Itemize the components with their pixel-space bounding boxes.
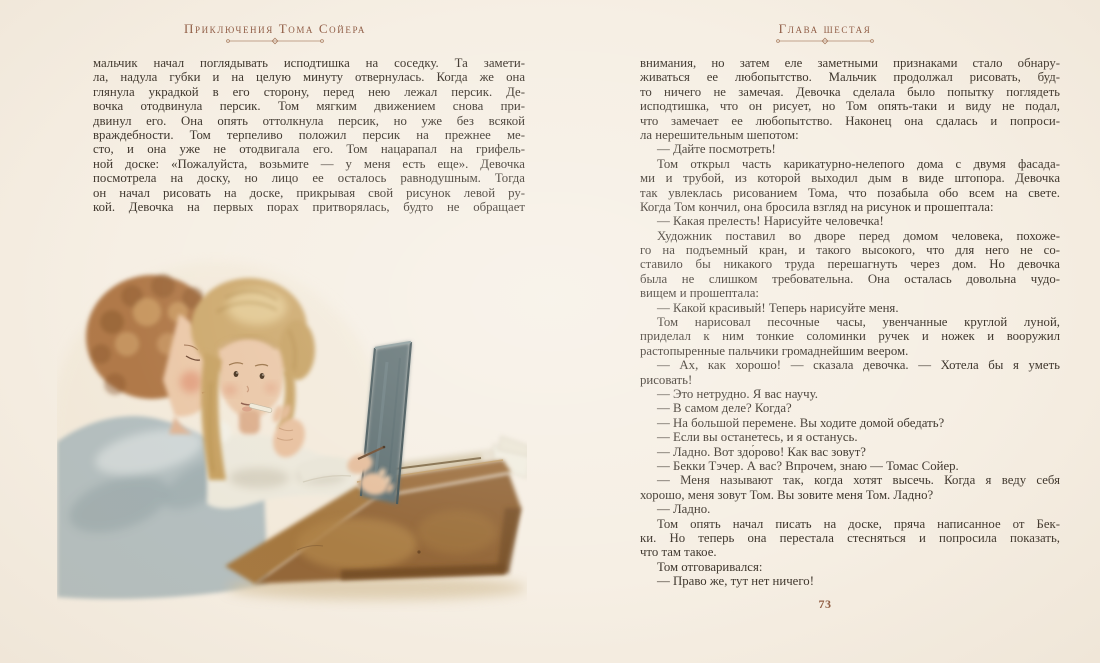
header-ornament — [225, 36, 325, 46]
text-line: что замечает ее любопытство. Наконец она сдалась и попроси- — [640, 113, 1060, 128]
header-ornament — [775, 36, 875, 46]
text-line: — Ах, как хорошо! — сказала девочка. — Хотела бы я уметь — [657, 358, 1060, 373]
text-line: мальчик начал поглядывать исподтишка на соседку. Та замети- — [93, 56, 525, 70]
text-line: ми и трубой, из которой выходил дым в виде штопора. Девочка — [640, 171, 1060, 186]
text-line: — Какая прелесть! Нарисуйте человечка! — [657, 214, 884, 229]
running-head-left: Приключения Тома Сойера — [183, 21, 367, 36]
text-line: что там такое. — [640, 545, 717, 560]
text-line: рисовать! — [640, 372, 693, 387]
text-line: сто, и она уже не отодвигала его. Том нацарапал на грифель- — [93, 142, 525, 157]
illustration-tom-and-becky — [57, 252, 527, 612]
text-line: ной доске: «Пожалуйста, возьмите — у меня есть еще». Девочка — [93, 156, 525, 171]
text-line: — Бекки Тэчер. А вас? Впрочем, знаю — Томас Сойер. — [657, 458, 959, 473]
text-line: ла нерешительным шепотом: — [640, 127, 799, 142]
text-line: — В самом деле? Когда? — [657, 401, 792, 416]
text-line: Когда Том кончил, она бросила взгляд на рисунок и прошептала: — [640, 199, 994, 214]
text-line: была не слишком требовательна. Она осталась довольна чудо- — [640, 271, 1060, 286]
text-line: ла, надула губки и на целую минуту отвернулась. Когда же она — [93, 70, 525, 85]
text-line: го на подъемный кран, и такого высокого, что для него не со- — [640, 243, 1060, 258]
page-number: 73 — [818, 597, 832, 611]
text-line: ки. Но теперь она перестала стесняться и попросила показать, — [640, 530, 1060, 545]
text-line: враждебности. Том терпеливо положил персик на прежнее ме- — [93, 127, 525, 142]
right-page — [550, 0, 1100, 663]
text-line: вищем и прошептала: — [640, 286, 759, 301]
text-column-left — [93, 56, 525, 214]
text-line: — Ладно. Вот здо́рово! Как вас зовут? — [657, 444, 866, 459]
text-line: — Если вы останетесь, и я останусь. — [657, 430, 858, 445]
text-line: внимания, но затем еле заметными признаками стало обнару- — [640, 56, 1060, 70]
text-line: двинул его. Она опять оттолкнула персик, но уже без всякой — [93, 113, 525, 128]
text-line: вочка отодвинула персик. Том мягким движением снова при- — [93, 99, 525, 114]
text-line: — Право же, тут нет ничего! — [657, 574, 814, 589]
text-line: ставило бы никакого труда перешагнуть через дом. Но девочка — [640, 257, 1060, 272]
text-line: — Ладно. — [657, 502, 711, 517]
text-line: растопыренные пальчики громаднейшим веером. — [640, 343, 909, 358]
text-line: Том открыл часть карикатурно-нелепого дома с двумя фасада- — [657, 156, 1060, 171]
text-line: Том отговаривался: — [657, 559, 763, 574]
text-line: — Меня называют так, когда хотят высечь. Когда я веду себя — [657, 473, 1060, 488]
text-line: Художник поставил во дворе перед домом человека, похоже- — [657, 228, 1060, 243]
running-head-right: Глава шестая — [778, 21, 872, 36]
text-line: приделал к ним тонкие соломинки ручек и ножек и вооружил — [640, 329, 1060, 344]
text-line: Том опять начал писать на доске, пряча написанное от Бек- — [657, 516, 1060, 531]
text-line: — Это нетрудно. Я вас научу. — [657, 386, 818, 401]
text-line: он начал рисовать на доске, прикрывая свой рисунок левой ру- — [93, 185, 525, 200]
text-line: то ничего не замечая. Девочка сделала было попытку поглядеть — [640, 84, 1060, 99]
text-line: посмотрела на доску, но лицо ее осталось равнодушным. Тогда — [93, 171, 525, 186]
text-line: исподтишка, что он рисует, но Том опять-таки и виду не подал, — [640, 99, 1060, 114]
text-line: — Какой красивый! Теперь нарисуйте меня. — [657, 300, 899, 315]
text-line: Том нарисовал песочные часы, увенчанные круглой луной, — [657, 315, 1060, 330]
text-line: кой. Девочка на первых порах притворялась, будто не обращает — [93, 199, 525, 214]
text-line: глянула украдкой в его сторону, перед нею лежал персик. Де- — [93, 84, 525, 99]
text-line: живаться ее любопытство. Мальчик продолжал рисовать, буд- — [640, 70, 1060, 85]
text-line: — Дайте посмотреть! — [657, 142, 776, 157]
text-line: так увлеклась рисованием Тома, что позабыла обо всем на свете. — [640, 185, 1060, 200]
text-line: — На большой перемене. Вы ходите домой обедать? — [657, 415, 945, 430]
text-column-right — [640, 56, 1060, 588]
text-line: хорошо, меня зовут Том. Вы зовите меня Том. Ладно? — [640, 487, 934, 502]
